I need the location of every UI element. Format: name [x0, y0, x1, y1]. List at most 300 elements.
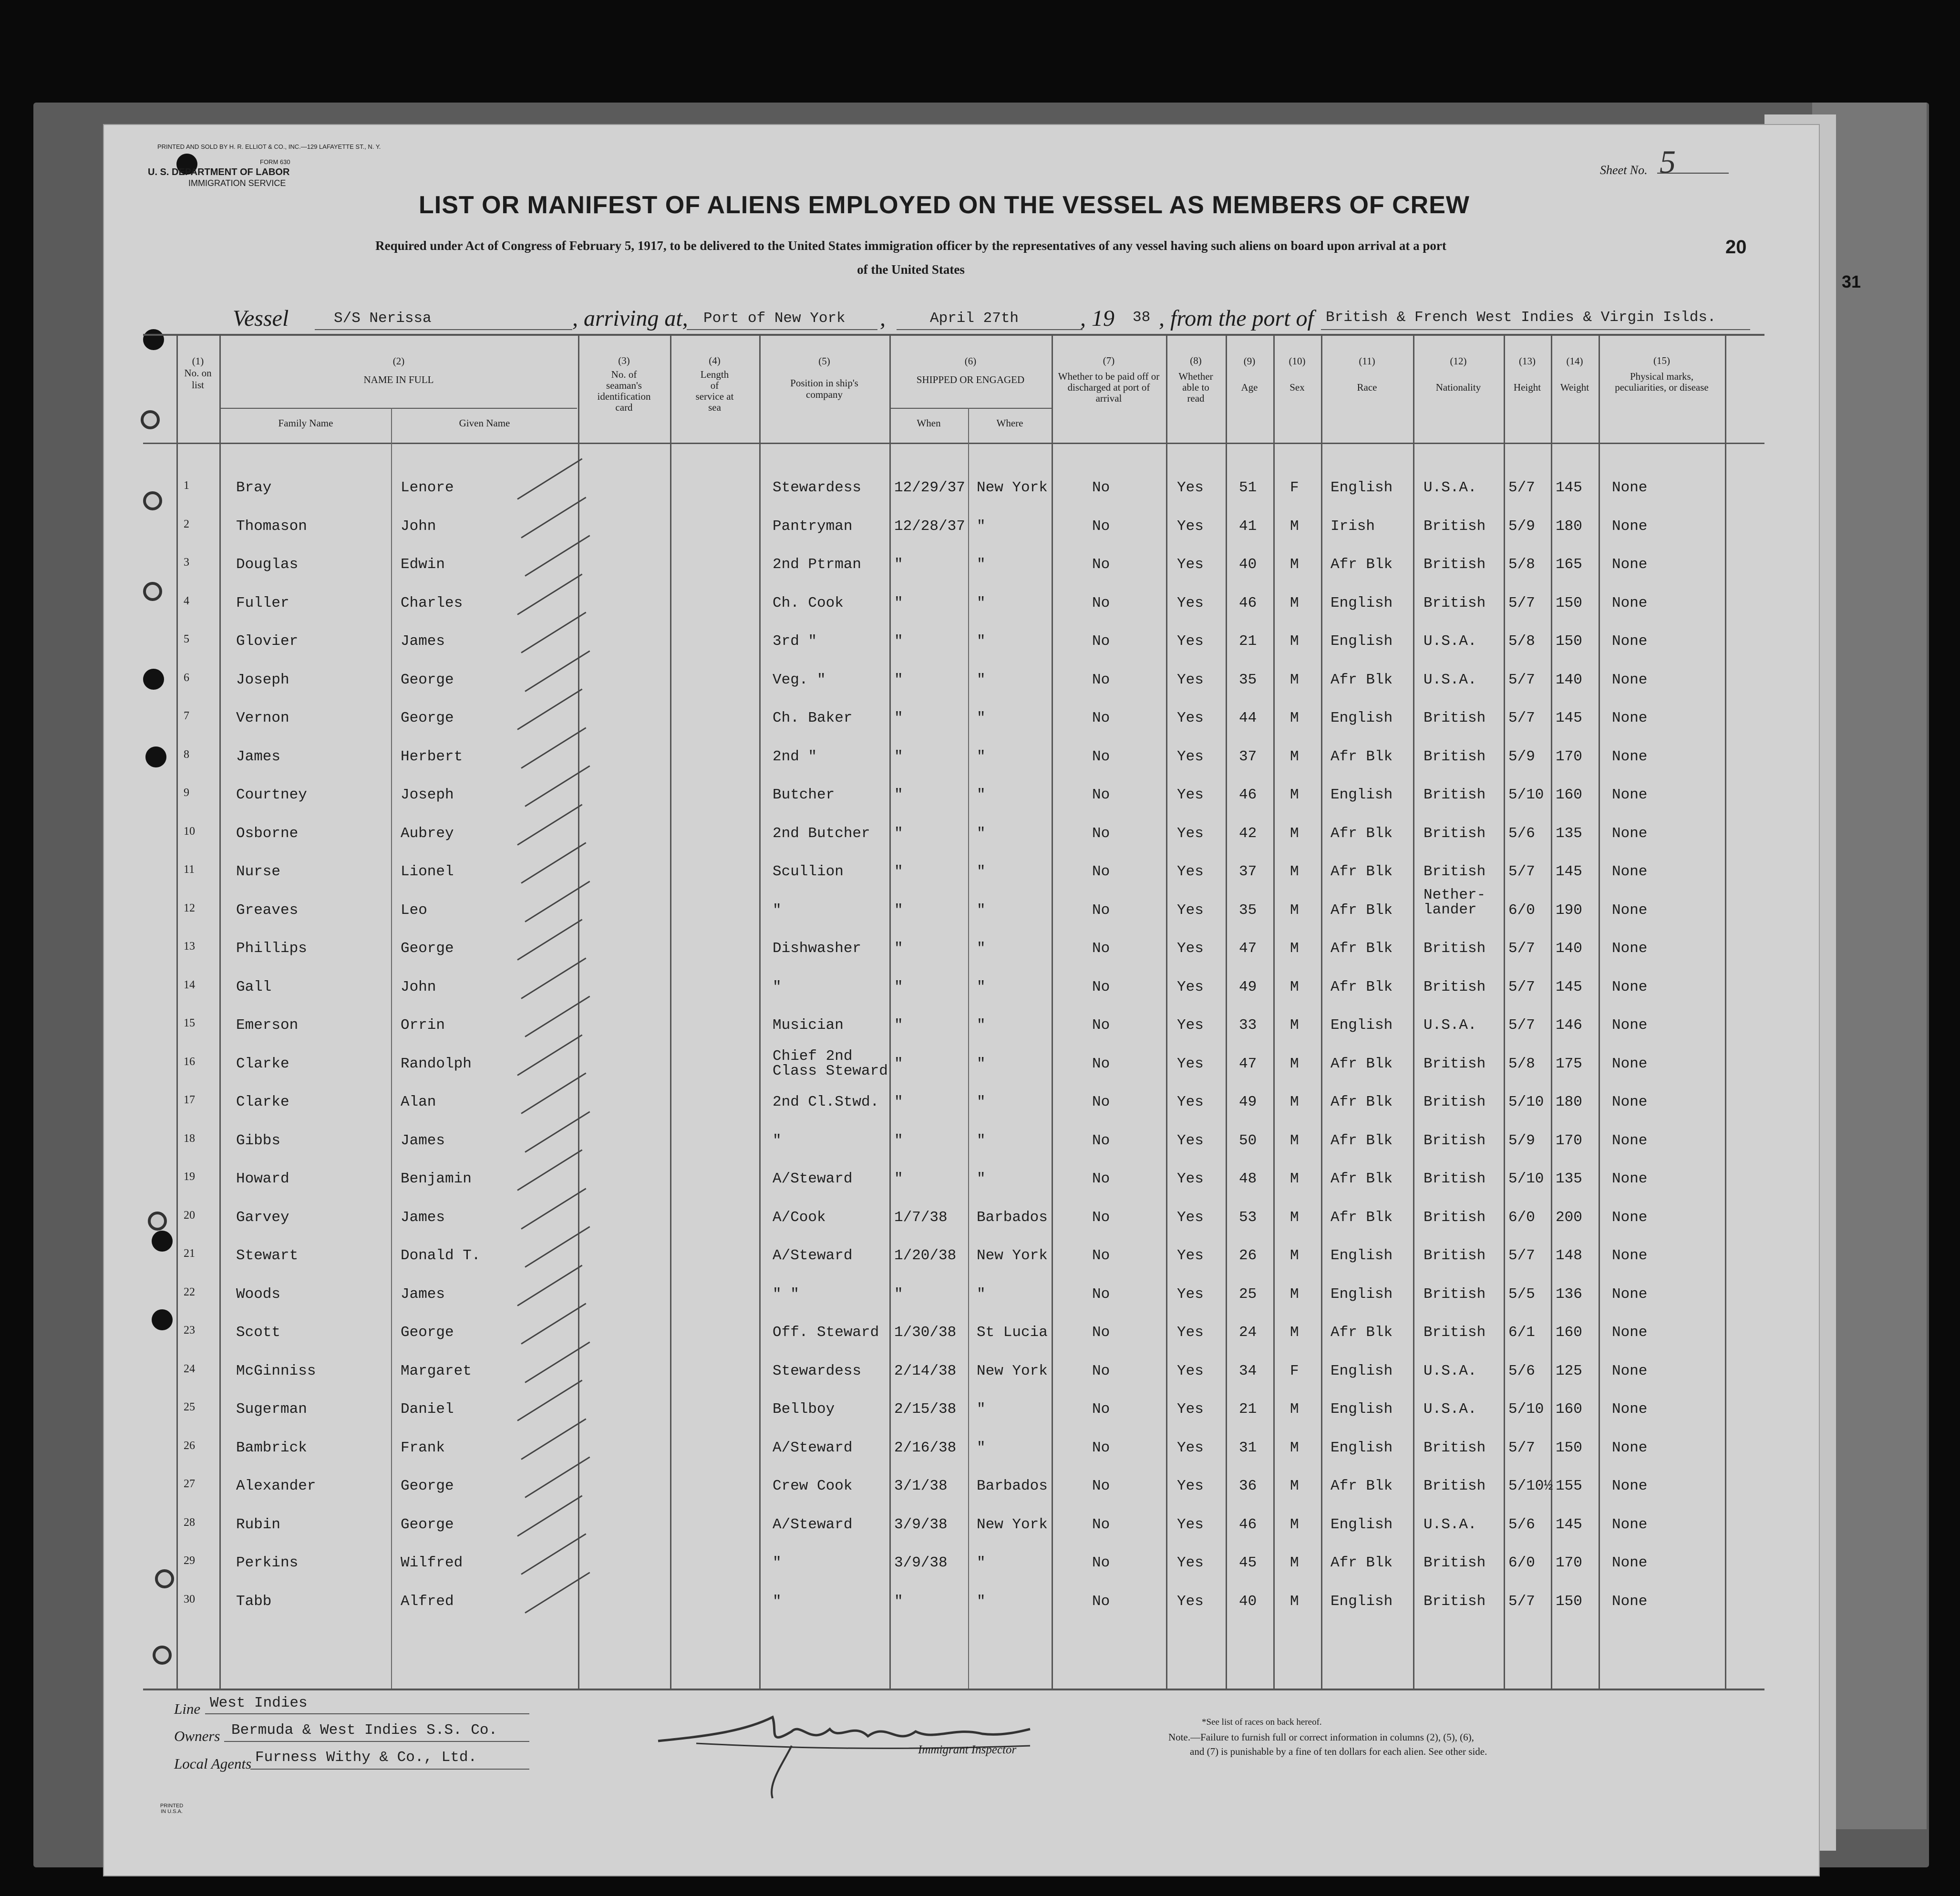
family-name: Joseph [236, 671, 289, 688]
owners-label: Owners [174, 1728, 220, 1744]
able-to-read: Yes [1177, 1017, 1204, 1034]
age: 21 [1239, 633, 1257, 650]
shipped-where: " [977, 1593, 986, 1610]
race: Afr Blk [1331, 1094, 1393, 1110]
sex: M [1290, 1209, 1299, 1226]
able-to-read: Yes [1177, 518, 1204, 535]
col-divider [1052, 334, 1053, 1689]
col-header-weight: (14) Weight [1560, 355, 1589, 393]
shipped-when: " [894, 633, 903, 650]
shipped-when: " [894, 1285, 903, 1303]
sex: M [1290, 594, 1299, 611]
col-header-race: (11) Race [1357, 355, 1377, 393]
row-number: 17 [184, 1094, 195, 1106]
nationality: British [1424, 787, 1486, 803]
where-divider [968, 408, 969, 1689]
given-name: George [401, 1324, 454, 1341]
paid-off: No [1092, 748, 1110, 765]
shipped-where: Barbados [977, 1209, 1048, 1226]
col-divider [1504, 334, 1505, 1689]
given-name: George [401, 710, 454, 726]
col-header-nationality: (12) Nationality [1435, 355, 1481, 393]
family-name: Howard [236, 1171, 289, 1187]
given-name: Aubrey [401, 825, 454, 842]
height: 5/6 [1508, 1516, 1535, 1533]
height: 5/7 [1508, 863, 1535, 880]
physical-marks: None [1612, 633, 1648, 650]
department-label: U. S. DEPARTMENT OF LABOR [148, 167, 290, 177]
family-name: Nurse [236, 863, 281, 880]
age: 37 [1239, 863, 1257, 880]
paid-off: No [1092, 1055, 1110, 1072]
row-number: 12 [184, 901, 195, 914]
row-number: 19 [184, 1171, 195, 1183]
col-divider [1273, 334, 1275, 1689]
given-name: John [401, 978, 436, 995]
physical-marks: None [1612, 671, 1648, 688]
shipped-when: " [894, 1132, 903, 1149]
sheet-number-underline [1657, 173, 1729, 174]
owners-underline [224, 1741, 529, 1742]
row-number: 14 [184, 978, 195, 991]
weight: 145 [1556, 863, 1582, 880]
col-divider [578, 334, 579, 1689]
shipped-when: 3/9/38 [894, 1516, 948, 1533]
row-number: 16 [184, 1055, 195, 1068]
family-name: Gall [236, 978, 272, 995]
nationality: British [1424, 710, 1486, 726]
race: Afr Blk [1331, 1554, 1393, 1571]
paid-off: No [1092, 633, 1110, 650]
age: 36 [1239, 1478, 1257, 1494]
sex: M [1290, 825, 1299, 842]
physical-marks: None [1612, 1324, 1648, 1341]
position: " " [773, 1285, 799, 1303]
family-name: Greaves [236, 901, 299, 919]
paid-off: No [1092, 1324, 1110, 1341]
shipped-where: " [977, 633, 986, 650]
subtitle-line-2: of the United States [857, 262, 965, 277]
family-name: Perkins [236, 1554, 299, 1571]
nationality: British [1424, 518, 1486, 535]
position: A/Steward [773, 1171, 853, 1187]
able-to-read: Yes [1177, 787, 1204, 803]
weight: 125 [1556, 1362, 1582, 1379]
departure-port: British & French West Indies & Virgin Islds. [1326, 309, 1716, 326]
row-number: 11 [184, 863, 195, 876]
weight: 180 [1556, 518, 1582, 535]
height: 5/9 [1508, 748, 1535, 765]
position: 2nd Ptrman [773, 556, 862, 573]
col-divider [1725, 334, 1726, 1689]
nationality: British [1424, 1055, 1486, 1072]
col-divider [759, 334, 761, 1689]
shipped-when: 2/14/38 [894, 1362, 957, 1379]
physical-marks: None [1612, 556, 1648, 573]
nationality: British [1424, 1094, 1486, 1110]
given-name: Joseph [401, 787, 454, 803]
row-number: 24 [184, 1362, 195, 1375]
shipped-when: " [894, 978, 903, 995]
inspector-label: Immigrant Inspector [918, 1743, 1017, 1756]
arrival-year: 38 [1133, 309, 1151, 326]
nationality: British [1424, 1285, 1486, 1303]
shipped-where: " [977, 825, 986, 842]
weight: 200 [1556, 1209, 1582, 1226]
age: 46 [1239, 787, 1257, 803]
shipped-when: 1/30/38 [894, 1324, 957, 1341]
able-to-read: Yes [1177, 1324, 1204, 1341]
given-name: Leo [401, 901, 427, 919]
physical-marks: None [1612, 1171, 1648, 1187]
row-number: 3 [184, 556, 189, 569]
table-header-rule [143, 443, 1764, 444]
given-name: George [401, 1478, 454, 1494]
position: 2nd " [773, 748, 817, 765]
sex: M [1290, 1094, 1299, 1110]
paid-off: No [1092, 1132, 1110, 1149]
line-label: Line [174, 1700, 201, 1717]
race: Irish [1331, 518, 1375, 535]
date-underline [897, 329, 1083, 330]
height: 5/10½ [1508, 1478, 1553, 1494]
paid-off: No [1092, 556, 1110, 573]
paid-off: No [1092, 1094, 1110, 1110]
height: 5/7 [1508, 1439, 1535, 1456]
col-header-paid-off: (7) Whether to be paid off or discharged at port of arrival [1058, 355, 1160, 404]
family-name: Bambrick [236, 1439, 307, 1456]
row-number: 30 [184, 1593, 195, 1606]
paid-off: No [1092, 787, 1110, 803]
weight: 148 [1556, 1247, 1582, 1264]
col-header-sex: (10) Sex [1289, 355, 1306, 393]
position: Ch. Baker [773, 710, 853, 726]
nationality: British [1424, 863, 1486, 880]
shipped-where: " [977, 1171, 986, 1187]
weight: 136 [1556, 1285, 1582, 1303]
shipped-when: " [894, 1094, 903, 1110]
sex: M [1290, 1593, 1299, 1610]
weight: 180 [1556, 1094, 1582, 1110]
agents-label: Local Agents [174, 1755, 252, 1772]
able-to-read: Yes [1177, 1478, 1204, 1494]
able-to-read: Yes [1177, 556, 1204, 573]
given-name: George [401, 940, 454, 957]
shipped-where: " [977, 556, 986, 573]
weight: 160 [1556, 787, 1582, 803]
punch-hole [143, 669, 164, 690]
able-to-read: Yes [1177, 748, 1204, 765]
inspector-signature [649, 1703, 1040, 1813]
row-number: 6 [184, 671, 189, 684]
race: Afr Blk [1331, 978, 1393, 995]
age: 47 [1239, 1055, 1257, 1072]
height: 5/7 [1508, 940, 1535, 957]
family-name: Emerson [236, 1017, 299, 1034]
paid-off: No [1092, 1017, 1110, 1034]
given-name: Frank [401, 1439, 445, 1456]
document-title: LIST OR MANIFEST OF ALIENS EMPLOYED ON THE VESSEL AS MEMBERS OF CREW [419, 191, 1470, 219]
physical-marks: None [1612, 479, 1648, 496]
physical-marks: None [1612, 1209, 1648, 1226]
age: 42 [1239, 825, 1257, 842]
race: English [1331, 1247, 1393, 1264]
table-top-rule [143, 334, 1764, 336]
weight: 135 [1556, 1171, 1582, 1187]
family-name: Thomason [236, 518, 307, 535]
able-to-read: Yes [1177, 479, 1204, 496]
nationality: British [1424, 940, 1486, 957]
given-name-divider [391, 408, 392, 1689]
able-to-read: Yes [1177, 1593, 1204, 1610]
shipped-when: 3/9/38 [894, 1554, 948, 1571]
shipped-where: " [977, 748, 986, 765]
weight: 170 [1556, 1132, 1582, 1149]
family-name: Clarke [236, 1055, 289, 1072]
nationality: British [1424, 1324, 1486, 1341]
age: 33 [1239, 1017, 1257, 1034]
shipped-when: " [894, 825, 903, 842]
col-divider [1166, 334, 1167, 1689]
physical-marks: None [1612, 1593, 1648, 1610]
height: 5/10 [1508, 787, 1544, 803]
col-divider [1413, 334, 1414, 1689]
shipped-where: New York [977, 1516, 1048, 1533]
able-to-read: Yes [1177, 1401, 1204, 1418]
sex: M [1290, 1247, 1299, 1264]
age: 35 [1239, 901, 1257, 919]
able-to-read: Yes [1177, 633, 1204, 650]
height: 6/0 [1508, 1209, 1535, 1226]
position: Veg. " [773, 671, 826, 688]
age: 51 [1239, 479, 1257, 496]
physical-marks: None [1612, 1554, 1648, 1571]
paid-off: No [1092, 940, 1110, 957]
paid-off: No [1092, 1401, 1110, 1418]
age: 41 [1239, 518, 1257, 535]
stamp-number: 31 [1842, 272, 1861, 291]
shipped-when: 12/28/37 [894, 518, 965, 535]
printer-line: PRINTED AND SOLD BY H. R. ELLIOT & CO., INC.—129 LAFAYETTE ST., N. Y. [157, 143, 381, 150]
able-to-read: Yes [1177, 1094, 1204, 1110]
nationality: British [1424, 1171, 1486, 1187]
nationality: U.S.A. [1424, 479, 1477, 496]
row-number: 20 [184, 1209, 195, 1222]
race: English [1331, 1593, 1393, 1610]
race: Afr Blk [1331, 863, 1393, 880]
paid-off: No [1092, 671, 1110, 688]
shipped-when: " [894, 863, 903, 880]
able-to-read: Yes [1177, 710, 1204, 726]
sex: M [1290, 518, 1299, 535]
shipped-when: " [894, 556, 903, 573]
family-name: Woods [236, 1285, 281, 1303]
physical-marks: None [1612, 1401, 1648, 1418]
row-number: 13 [184, 940, 195, 953]
position: Musician [773, 1017, 844, 1034]
age: 48 [1239, 1171, 1257, 1187]
given-name: George [401, 671, 454, 688]
nationality: British [1424, 1209, 1486, 1226]
height: 5/6 [1508, 1362, 1535, 1379]
paid-off: No [1092, 1478, 1110, 1494]
from-port-underline [1321, 329, 1750, 330]
physical-marks: None [1612, 518, 1648, 535]
shipped-when: " [894, 1171, 903, 1187]
race: English [1331, 1516, 1393, 1533]
position: " [773, 1132, 782, 1149]
height: 5/9 [1508, 518, 1535, 535]
given-name: James [401, 1209, 445, 1226]
col-header-read: (8) Whether able to read [1178, 355, 1213, 404]
col-divider [1226, 334, 1227, 1689]
family-name: McGinniss [236, 1362, 316, 1379]
race: Afr Blk [1331, 556, 1393, 573]
sex: M [1290, 1401, 1299, 1418]
position: " [773, 1593, 782, 1610]
shipped-when: " [894, 671, 903, 688]
failure-note: Note.—Failure to furnish full or correct information in columns (2), (5), (6), [1168, 1731, 1474, 1743]
position: 2nd Butcher [773, 825, 870, 842]
weight: 150 [1556, 1439, 1582, 1456]
position: Scullion [773, 863, 844, 880]
col-header-service: (4) Length of service at sea [695, 355, 734, 414]
vessel-name: S/S Nerissa [334, 310, 432, 327]
shipped-where: " [977, 940, 986, 957]
col-divider [1599, 334, 1600, 1689]
punch-hole [143, 329, 164, 350]
able-to-read: Yes [1177, 671, 1204, 688]
given-name: James [401, 1285, 445, 1303]
year-prefix: , 19 [1080, 306, 1114, 331]
weight: 165 [1556, 556, 1582, 573]
row-number: 15 [184, 1017, 195, 1029]
shipped-where: New York [977, 1362, 1048, 1379]
race: Afr Blk [1331, 940, 1393, 957]
weight: 140 [1556, 671, 1582, 688]
height: 5/9 [1508, 1132, 1535, 1149]
physical-marks: None [1612, 1247, 1648, 1264]
sex: M [1290, 1055, 1299, 1072]
col-header-id-card: (3) No. of seaman's identification card [597, 355, 651, 414]
owners-value: Bermuda & West Indies S.S. Co. [231, 1722, 498, 1739]
agents-value: Furness Withy & Co., Ltd. [255, 1749, 477, 1766]
age: 21 [1239, 1401, 1257, 1418]
physical-marks: None [1612, 1516, 1648, 1533]
nationality: British [1424, 1132, 1486, 1149]
given-name: Randolph [401, 1055, 472, 1072]
able-to-read: Yes [1177, 1439, 1204, 1456]
weight: 145 [1556, 1516, 1582, 1533]
physical-marks: None [1612, 1439, 1648, 1456]
height: 5/7 [1508, 978, 1535, 995]
family-name: Fuller [236, 594, 289, 611]
race: English [1331, 594, 1393, 611]
given-name: Daniel [401, 1401, 454, 1418]
able-to-read: Yes [1177, 978, 1204, 995]
page-number: 20 [1725, 237, 1747, 258]
able-to-read: Yes [1177, 940, 1204, 957]
height: 6/0 [1508, 1554, 1535, 1571]
given-name: Donald T. [401, 1247, 481, 1264]
weight: 145 [1556, 479, 1582, 496]
height: 5/10 [1508, 1094, 1544, 1110]
position: Stewardess [773, 1362, 862, 1379]
nationality: U.S.A. [1424, 633, 1477, 650]
physical-marks: None [1612, 1132, 1648, 1149]
row-number: 18 [184, 1132, 195, 1145]
name-subheader-rule [220, 408, 577, 409]
physical-marks: None [1612, 710, 1648, 726]
shipped-where: " [977, 518, 986, 535]
height: 6/1 [1508, 1324, 1535, 1341]
able-to-read: Yes [1177, 901, 1204, 919]
sex: M [1290, 1132, 1299, 1149]
nationality: U.S.A. [1424, 671, 1477, 688]
sex: M [1290, 710, 1299, 726]
binder-ring [148, 1212, 167, 1231]
weight: 150 [1556, 633, 1582, 650]
physical-marks: None [1612, 978, 1648, 995]
sex: M [1290, 787, 1299, 803]
printed-mark: PRINTED IN U.S.A. [160, 1803, 184, 1815]
race: Afr Blk [1331, 1132, 1393, 1149]
shipped-where: " [977, 1554, 986, 1571]
physical-marks: None [1612, 1362, 1648, 1379]
row-number: 4 [184, 594, 189, 607]
agents-underline [250, 1769, 529, 1770]
race: Afr Blk [1331, 901, 1393, 919]
sex: M [1290, 748, 1299, 765]
position: Bellboy [773, 1401, 835, 1418]
nationality: British [1424, 978, 1486, 995]
paid-off: No [1092, 1171, 1110, 1187]
fine-note: and (7) is punishable by a fine of ten dollars for each alien. See other side. [1190, 1746, 1487, 1757]
shipped-where: " [977, 978, 986, 995]
race: English [1331, 710, 1393, 726]
col-divider [889, 334, 891, 1689]
family-name: Vernon [236, 710, 289, 726]
paid-off: No [1092, 518, 1110, 535]
row-number: 5 [184, 633, 189, 645]
given-name: Lionel [401, 863, 454, 880]
able-to-read: Yes [1177, 825, 1204, 842]
shipped-where: Barbados [977, 1478, 1048, 1494]
family-name: Stewart [236, 1247, 299, 1264]
shipped-when: " [894, 787, 903, 803]
shipped-when: 3/1/38 [894, 1478, 948, 1494]
height: 6/0 [1508, 901, 1535, 919]
shipped-where: " [977, 1055, 986, 1072]
given-name: Alfred [401, 1593, 454, 1610]
nationality: U.S.A. [1424, 1362, 1477, 1379]
shipped-where: " [977, 901, 986, 919]
row-number: 26 [184, 1439, 195, 1452]
able-to-read: Yes [1177, 1209, 1204, 1226]
vessel-underline [315, 329, 572, 330]
weight: 150 [1556, 1593, 1582, 1610]
age: 45 [1239, 1554, 1257, 1571]
physical-marks: None [1612, 825, 1648, 842]
nationality: British [1424, 1554, 1486, 1571]
race: English [1331, 479, 1393, 496]
shipped-when: 1/20/38 [894, 1247, 957, 1264]
physical-marks: None [1612, 748, 1648, 765]
sex: M [1290, 901, 1299, 919]
race: English [1331, 787, 1393, 803]
punch-hole [152, 1231, 173, 1252]
race: Afr Blk [1331, 671, 1393, 688]
